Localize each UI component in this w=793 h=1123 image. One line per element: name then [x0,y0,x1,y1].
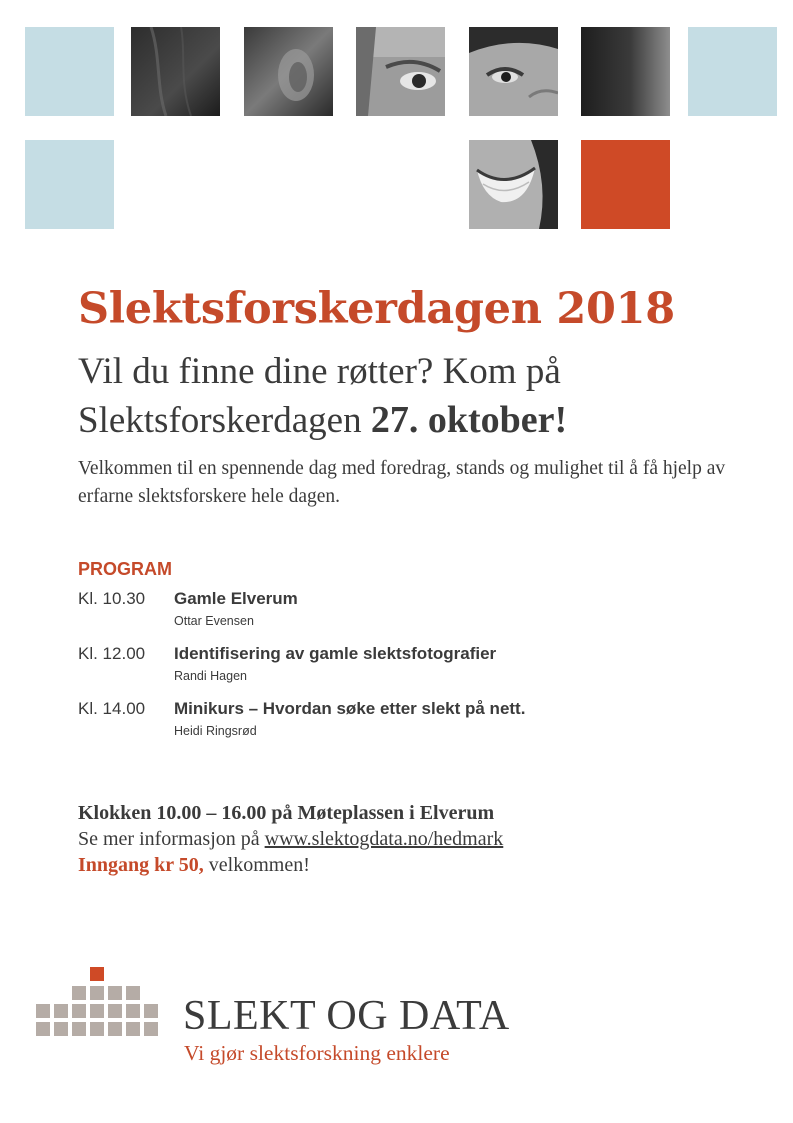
logo-name: SLEKT OG DATA [183,993,510,1039]
program-title: Minikurs – Hvordan søke etter slekt på nett. [174,699,526,718]
subtitle-line-2 [78,396,758,445]
light-blue-square-icon [688,27,777,116]
event-subtitle [78,348,758,445]
program-title: Gamle Elverum [174,589,298,608]
intro-text: Velkommen til en spennende dag med foredrag, stands og mulighet til å få hjelp av erfarne slektsforskere hele dagen. [78,458,726,507]
photo-smile-icon [469,140,558,229]
photo-eye-icon [356,27,445,116]
slekt-og-data-logo-icon [36,967,160,1039]
photo-dark-hair-icon [131,27,220,116]
photo-ear-icon [244,27,333,116]
website-link[interactable]: www.slektogdata.no/hedmark [264,828,504,850]
program-title: Identifisering av gamle slektsfotografier [174,644,497,663]
welcome-text: velkommen! [208,854,310,876]
program-time: Kl. 12.00 [78,644,146,663]
orange-square-icon [581,140,670,229]
program-time: Kl. 10.30 [78,589,146,608]
entry-line [78,852,758,878]
entry-fee: Inngang kr 50, [78,854,204,876]
more-info-line [78,826,758,852]
event-title: Slektsforskerdagen 2018 [78,284,675,334]
subtitle-line-1: Vil du finne dine røtter? Kom på [78,351,561,392]
program-item [78,644,738,689]
logo-tagline: Vi gjør slektsforskning enklere [184,1041,450,1065]
program-speaker: Ottar Evensen [174,614,254,628]
program-speaker: Randi Hagen [174,669,247,683]
light-blue-square-icon [25,27,114,116]
subtitle-line-2-prefix: Slektsforskerdagen [78,400,362,441]
time-location: Klokken 10.00 – 16.00 på Møteplassen i Elverum [78,802,495,824]
program-heading: PROGRAM [78,559,172,579]
practical-info [78,800,758,878]
light-blue-square-icon [25,140,114,229]
more-info-prefix: Se mer informasjon på [78,828,260,850]
photo-cheek-icon [581,27,670,116]
program-time: Kl. 14.00 [78,699,146,718]
photo-smiling-eye-icon [469,27,558,116]
event-date: 27. oktober! [370,399,568,441]
program-item [78,589,738,634]
program-item [78,699,738,744]
program-speaker: Heidi Ringsrød [174,724,257,738]
